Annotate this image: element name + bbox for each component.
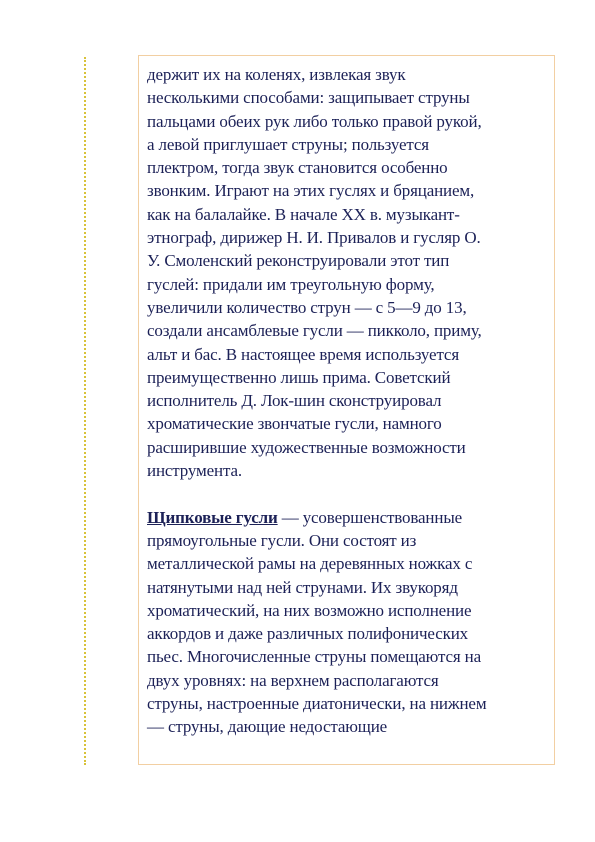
- text-line: двух уровнях: на верхнем располагаются: [147, 670, 439, 690]
- text-line: звонким. Играют на этих гуслях и бряцанием,: [147, 181, 475, 201]
- text-line: пьес. Многочисленные струны помещаются на: [147, 647, 481, 667]
- text-line: гуслей: придали им треугольную форму,: [147, 274, 435, 294]
- text-line: альт и бас. В настоящее время используется: [147, 344, 459, 364]
- text-line: как на балалайке. В начале XX в. музыкант-: [147, 204, 460, 224]
- text-line: струны, настроенные диатонически, на нижнем: [147, 694, 487, 714]
- text-line: аккордов и даже различных полифонических: [147, 624, 469, 644]
- text-line: металлической рамы на деревянных ножках с: [147, 554, 473, 574]
- text-line: держит их на коленях, извлекая звук: [147, 65, 406, 84]
- text-line: пальцами обеих рук либо только правой рукой,: [147, 111, 482, 131]
- text-line: несколькими способами: защипывает струны: [147, 88, 470, 108]
- text-line: создали ансамблевые гусли — пикколо, приму,: [147, 321, 482, 341]
- text-line: инструмента.: [147, 461, 242, 481]
- text-line: исполнитель Д. Лок-шин сконструировал: [147, 391, 442, 411]
- paragraph-gap: [147, 482, 551, 505]
- term-definition-start: — усовершенствованные: [277, 507, 462, 527]
- text-line: натянутыми над ней струнами. Их звукоряд: [147, 577, 458, 597]
- text-line: этнограф, дирижер Н. И. Привалов и гусляр О.: [147, 228, 481, 248]
- text-line: хроматический, на них возможно исполнение: [147, 600, 472, 620]
- text-block: [147, 63, 551, 739]
- term-heading: Щипковые гусли: [147, 507, 278, 527]
- paragraph-1: [147, 63, 551, 482]
- text-line: — струны, дающие недостающие: [147, 717, 388, 737]
- text-line: У. Смоленский реконструировали этот тип: [147, 251, 450, 271]
- paragraph-2: [147, 506, 551, 739]
- text-line: плектром, тогда звук становится особенно: [147, 158, 448, 178]
- text-line: хроматические звончатые гусли, намного: [147, 414, 442, 434]
- text-line: [147, 506, 551, 529]
- text-line: расширившие художественные возможности: [147, 437, 466, 457]
- text-line: а левой приглушает струны; пользуется: [147, 134, 429, 154]
- text-line: прямоугольные гусли. Они состоят из: [147, 530, 417, 550]
- margin-rule: [84, 57, 86, 765]
- text-line: увеличили количество струн — с 5—9 до 13,: [147, 297, 467, 317]
- text-line: преимущественно лишь прима. Советский: [147, 367, 451, 387]
